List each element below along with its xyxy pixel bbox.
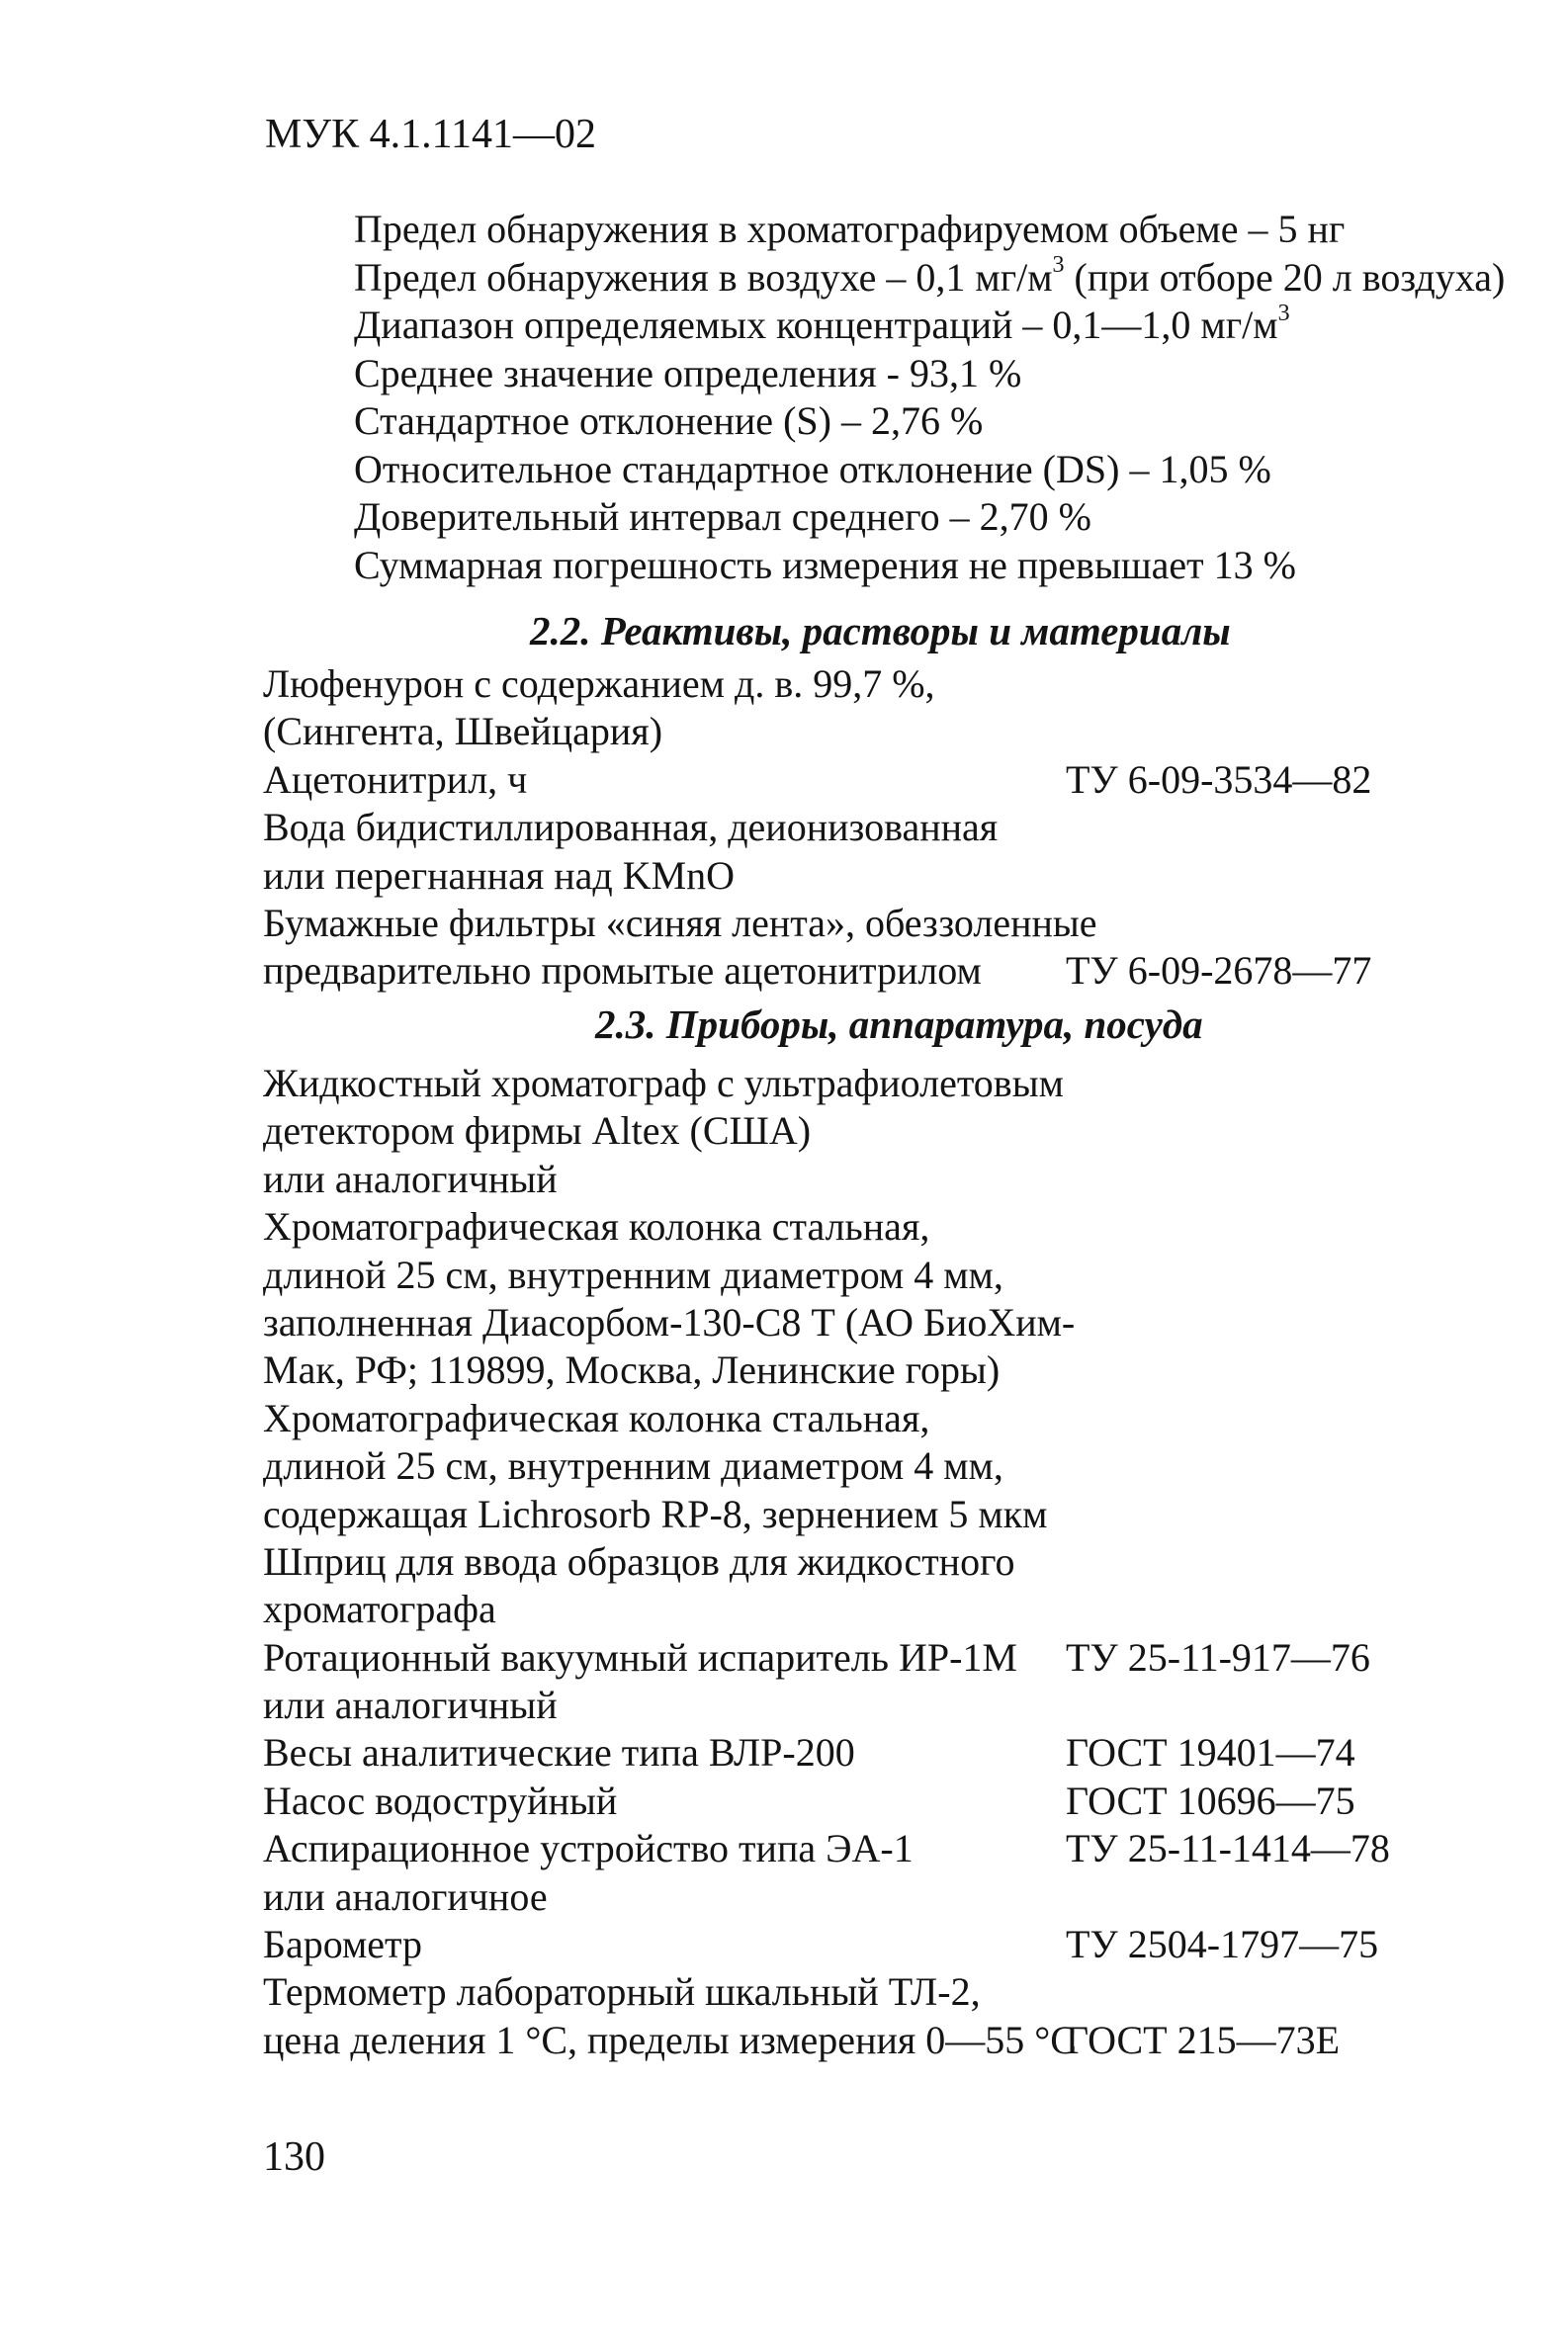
section-title-reagents: 2.2. Реактивы, растворы и материалы xyxy=(530,608,1231,653)
section-title-equipment: 2.3. Приборы, аппаратура, посуда xyxy=(595,1001,1203,1047)
list-item: Мак, РФ; 119899, Москва, Ленинские горы) xyxy=(263,1347,1001,1393)
list-item: Аспирационное устройство типа ЭА-1 ТУ 25-11-1414—78 xyxy=(263,1826,1390,1871)
document-id-header: МУК 4.1.1141—02 xyxy=(265,112,597,157)
reagents-list xyxy=(263,660,1548,996)
list-item: длиной 25 см, внутренним диаметром 4 мм, xyxy=(263,1443,1003,1489)
list-item: цена деления 1 °С, пределы измерения 0—55 °С ГОСТ 215—73Е xyxy=(263,2017,1341,2062)
page-number: 130 xyxy=(263,2134,325,2180)
param-line: Диапазон определяемых концентраций – 0,1—1,0 $мг/м^3$ xyxy=(354,300,1290,347)
list-item: Ротационный вакуумный испаритель ИР-1М ТУ 25-11-917—76 xyxy=(263,1634,1370,1680)
param-line: Суммарная погрешность измерения не превышает 13 % xyxy=(354,542,1296,587)
equipment-list xyxy=(263,1060,1548,2064)
list-item: Барометр ТУ 2504-1797—75 xyxy=(263,1922,1379,1967)
param-line: Предел обнаружения в хроматографируемом объеме – 5 нг xyxy=(354,207,1346,251)
param-line: Доверительный интервал среднего – 2,70 % xyxy=(354,494,1091,539)
list-item: Термометр лабораторный шкальный ТЛ-2, xyxy=(263,1969,981,2015)
list-item: Насос водоструйный ГОСТ 10696—75 xyxy=(263,1778,1355,1823)
list-item: содержащая Lichrosorb RP-8, зернением 5 мкм xyxy=(263,1491,1048,1536)
list-item: хроматографа xyxy=(263,1587,496,1632)
list-item: или аналогичное xyxy=(263,1873,548,1919)
list-item: Люфенурон с содержанием д. в. 99,7 %, xyxy=(263,661,935,706)
list-item: Ацетонитрил, ч ТУ 6-09-3534—82 xyxy=(263,756,1372,802)
list-item: Шприц для ввода образцов для жидкостного xyxy=(263,1538,1015,1584)
list-item: детектором фирмы Altex (США) xyxy=(263,1108,812,1154)
list-item: предварительно промытые ацетонитрилом ТУ 6-09-2678—77 xyxy=(263,948,1372,994)
list-item: Хроматографическая колонка стальная, xyxy=(263,1204,930,1250)
list-item: Вода бидистиллированная, деионизованная xyxy=(263,805,999,850)
list-item: или аналогичный xyxy=(263,1683,558,1728)
param-line: Относительное стандартное отклонение (DS) – 1,05 % xyxy=(354,446,1271,491)
list-item: (Сингента, Швейцария) xyxy=(263,709,663,754)
list-item: Хроматографическая колонка стальная, xyxy=(263,1395,930,1440)
list-item: или аналогичный xyxy=(263,1156,558,1201)
method-parameters xyxy=(354,206,1540,589)
list-item: Жидкостный хроматограф с ультрафиолетовым xyxy=(263,1061,1064,1105)
list-item: заполненная Диасорбом-130-С8 Т (АО БиоХим- xyxy=(263,1299,1076,1345)
list-item: длиной 25 см, внутренним диаметром 4 мм, xyxy=(263,1252,1003,1297)
param-line: Среднее значение определения - 93,1 % xyxy=(354,350,1022,395)
list-item: или перегнанная над KMnO xyxy=(263,852,736,898)
list-item: Весы аналитические типа ВЛР-200 ГОСТ 19401—74 xyxy=(263,1730,1355,1776)
list-item: Бумажные фильтры «синяя лента», обеззоленные xyxy=(263,900,1097,945)
param-line: Стандартное отклонение (S) – 2,76 % xyxy=(354,398,984,443)
param-line: Предел обнаружения в воздухе – 0,1 $мг/м^3$ (при отборе 20 л воздуха) xyxy=(354,252,1506,300)
